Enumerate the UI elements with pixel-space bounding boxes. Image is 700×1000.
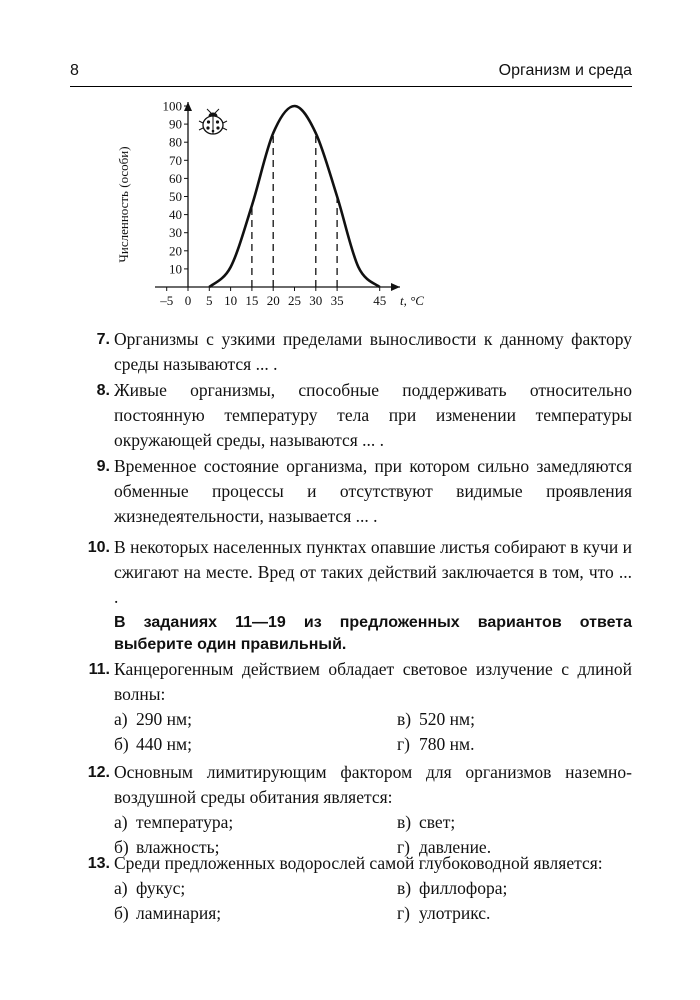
answer-option: [114, 810, 233, 835]
question-number: 8.: [96, 382, 110, 399]
mc-question: [70, 760, 632, 860]
question-text: Среди предложенных водорослей самой глубоководной является:: [114, 853, 603, 873]
ladybug-icon: [199, 109, 227, 134]
y-tick-label: 50: [169, 189, 182, 204]
answer-option: [114, 901, 221, 926]
option-text: фукус;: [136, 878, 186, 898]
mc-question: [70, 851, 632, 926]
answer-option: [397, 876, 507, 901]
option-text: температура;: [136, 812, 234, 832]
option-text: филлофора;: [419, 878, 508, 898]
y-tick-label: 90: [169, 116, 182, 132]
x-tick-label: 30: [309, 293, 323, 308]
option-letter: а): [114, 812, 128, 832]
x-tick-label: 15: [245, 293, 259, 308]
option-text: 780 нм.: [419, 734, 475, 754]
option-letter: а): [114, 709, 128, 729]
answer-option: [114, 876, 185, 901]
population-temperature-chart: [100, 92, 440, 324]
option-letter: г): [397, 903, 411, 923]
x-axis-label: t, °C: [400, 293, 424, 308]
question-number: 13.: [87, 855, 110, 872]
option-text: свет;: [419, 812, 456, 832]
y-axis-label: Численность (особи): [116, 146, 131, 263]
option-letter: б): [114, 837, 129, 857]
page-number: 8: [70, 62, 79, 79]
option-letter: в): [397, 709, 412, 729]
option-letter: а): [114, 878, 128, 898]
question-text: В некоторых населенных пунктах опавшие листья собирают в кучи и сжигают на месте. Вред от таких действий заключается в том, что ... .: [114, 537, 632, 607]
y-tick-label: 100: [162, 98, 182, 114]
instruction: В заданиях 11—19 из предложенных вариантов ответа выберите один правильный.: [114, 614, 632, 653]
page-header: [70, 62, 632, 84]
option-text: 440 нм;: [136, 734, 192, 754]
option-text: влажность;: [136, 837, 220, 857]
y-tick-label: 80: [169, 134, 182, 150]
y-tick-label: 40: [169, 207, 182, 223]
option-letter: в): [397, 812, 412, 832]
x-tick-label: 25: [288, 293, 301, 308]
y-tick-label: 20: [169, 243, 182, 259]
question-number: 12.: [87, 764, 110, 781]
x-tick-label: 10: [224, 293, 238, 308]
x-tick-label: 20: [266, 293, 280, 308]
running-title: Организм и среда: [498, 62, 632, 79]
answer-option: [397, 732, 474, 757]
option-text: улотрикс.: [419, 903, 491, 923]
question-item: [70, 535, 632, 610]
question-text: Основным лимитирующим фактором для организмов наземно-воздушной среды обитания является:: [114, 762, 632, 807]
option-text: 520 нм;: [419, 709, 475, 729]
question-text: Живые организмы, способные поддерживать относительно постоянную температуру тела при изменении температуры окружающей среды, называются ... .: [114, 380, 632, 450]
question-item: [70, 327, 632, 377]
population-curve: [209, 106, 379, 287]
x-tick-label: 5: [206, 293, 213, 308]
option-letter: в): [397, 878, 412, 898]
option-text: 290 нм;: [136, 709, 192, 729]
answer-option: [114, 707, 192, 732]
x-axis-arrow-icon: [391, 283, 400, 291]
x-tick-label: 45: [373, 293, 387, 308]
question-item: [70, 454, 632, 529]
mc-question: [70, 657, 632, 757]
y-tick-label: 70: [169, 152, 182, 168]
question-number: 7.: [96, 331, 110, 348]
answer-option: [397, 901, 490, 926]
y-tick-label: 60: [169, 170, 182, 186]
x-tick-label: –5: [160, 293, 174, 308]
x-tick-label: 35: [330, 293, 344, 308]
question-number: 9.: [96, 458, 110, 475]
question-number: 11.: [88, 661, 110, 678]
answer-options: [114, 876, 632, 926]
option-letter: б): [114, 903, 129, 923]
option-letter: б): [114, 734, 129, 754]
option-letter: г): [397, 734, 411, 754]
question-item: [70, 378, 632, 453]
y-tick-label: 30: [169, 225, 182, 241]
question-text: Канцерогенным действием обладает световое излучение с длиной волны:: [114, 659, 632, 704]
y-tick-label: 10: [169, 261, 182, 277]
option-text: ламинария;: [136, 903, 222, 923]
answer-option: [397, 810, 455, 835]
x-tick-label: 0: [184, 293, 192, 308]
option-letter: г): [397, 837, 411, 857]
question-text: Организмы с узкими пределами выносливости к данному фактору среды называются ... .: [114, 329, 632, 374]
question-number: 10.: [87, 539, 110, 556]
answer-option: [397, 707, 475, 732]
question-text: Временное состояние организма, при котором сильно замедляются обменные процессы и отсутствуют видимые проявления жизнедеятельности, называется ... .: [114, 456, 632, 526]
answer-option: [114, 732, 192, 757]
option-text: давление.: [419, 837, 492, 857]
answer-options: [114, 707, 632, 757]
header-rule: [70, 86, 632, 87]
